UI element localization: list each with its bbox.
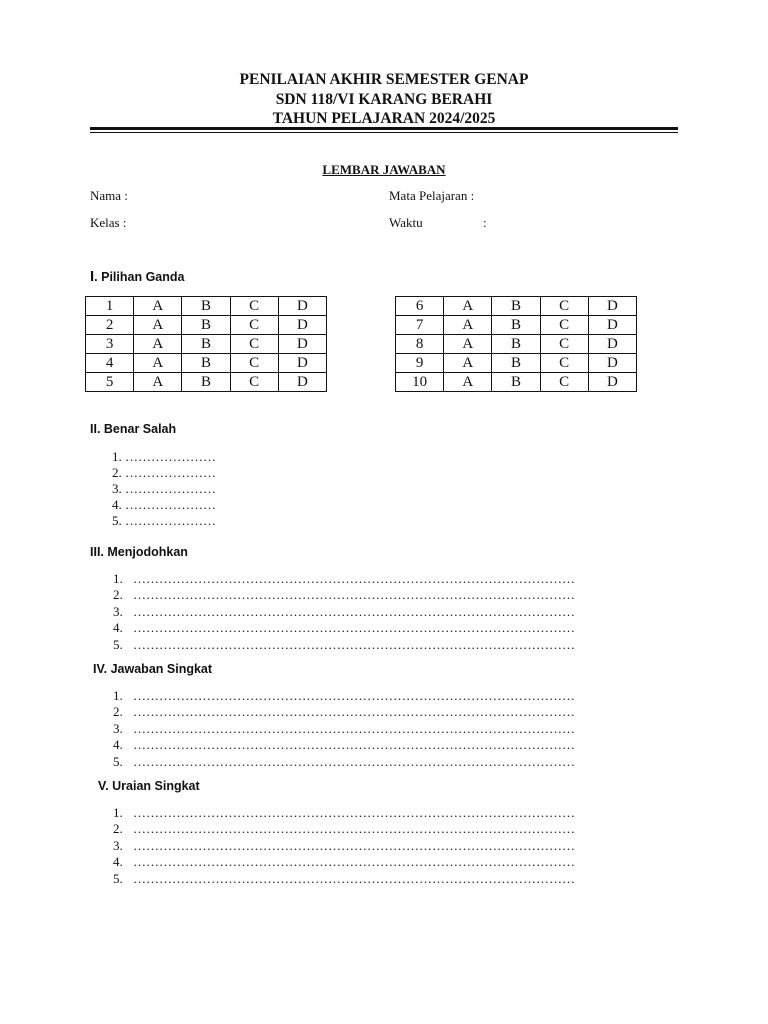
- jawaban-singkat-list: [113, 688, 575, 770]
- answer-line[interactable]: [113, 620, 575, 636]
- mc-option[interactable]: A: [134, 354, 182, 373]
- uraian-singkat-list: [113, 805, 575, 887]
- answer-line[interactable]: [113, 587, 575, 603]
- mc-option[interactable]: C: [230, 297, 278, 316]
- mc-option[interactable]: D: [588, 354, 636, 373]
- mc-option[interactable]: B: [182, 297, 230, 316]
- mc-option[interactable]: B: [492, 354, 540, 373]
- mc-question-number: 10: [396, 373, 444, 392]
- mc-option[interactable]: A: [134, 316, 182, 335]
- mc-option[interactable]: C: [540, 354, 588, 373]
- answer-line[interactable]: [113, 688, 575, 704]
- mc-row: [86, 316, 327, 335]
- answer-number: 3.: [113, 720, 123, 736]
- field-waktu-label: Waktu: [389, 215, 423, 230]
- header-title-line1: PENILAIAN AKHIR SEMESTER GENAP: [239, 71, 529, 88]
- answer-line[interactable]: [113, 721, 575, 737]
- mc-option[interactable]: B: [182, 373, 230, 392]
- mc-option[interactable]: D: [278, 373, 326, 392]
- answer-line[interactable]: [113, 754, 575, 770]
- mc-option[interactable]: C: [230, 335, 278, 354]
- answer-dots: …………………………………………………………………………………………: [133, 704, 575, 720]
- mc-option[interactable]: D: [588, 297, 636, 316]
- answer-number: 3.: [113, 837, 123, 853]
- answer-line[interactable]: 3. …………………: [112, 481, 216, 496]
- answer-number: 3.: [113, 603, 123, 619]
- answer-line[interactable]: [113, 805, 575, 821]
- section-menjodohkan-title: III. Menjodohkan: [90, 545, 188, 559]
- answer-number: 4.: [113, 737, 123, 753]
- mc-question-number: 4: [86, 354, 134, 373]
- answer-dots: …………………………………………………………………………………………: [133, 854, 575, 870]
- mc-option[interactable]: A: [444, 373, 492, 392]
- mc-option[interactable]: D: [588, 335, 636, 354]
- answer-line[interactable]: [113, 854, 575, 870]
- mc-row: [396, 297, 637, 316]
- mc-row: [396, 373, 637, 392]
- answer-dots: …………………………………………………………………………………………: [133, 821, 575, 837]
- mc-option[interactable]: B: [182, 335, 230, 354]
- mc-option[interactable]: B: [492, 335, 540, 354]
- header-rule-thick: [90, 127, 678, 130]
- mc-option[interactable]: A: [134, 335, 182, 354]
- mc-option[interactable]: C: [540, 373, 588, 392]
- answer-dots: …………………………………………………………………………………………: [133, 636, 575, 652]
- mc-option[interactable]: C: [540, 335, 588, 354]
- answer-dots: …………………………………………………………………………………………: [133, 870, 575, 886]
- header-title-line3: TAHUN PELAJARAN 2024/2025: [272, 110, 496, 127]
- mc-option[interactable]: C: [230, 354, 278, 373]
- answer-line[interactable]: [113, 737, 575, 753]
- answer-line[interactable]: 2. …………………: [112, 465, 216, 480]
- mc-option[interactable]: D: [588, 373, 636, 392]
- answer-dots: …………………………………………………………………………………………: [133, 737, 575, 753]
- section-jawaban-singkat-title: IV. Jawaban Singkat: [93, 662, 213, 676]
- answer-line[interactable]: 4. …………………: [112, 497, 216, 512]
- mc-question-number: 9: [396, 354, 444, 373]
- answer-dots: …………………………………………………………………………………………: [133, 603, 575, 619]
- mc-row: [86, 297, 327, 316]
- mc-option[interactable]: D: [588, 316, 636, 335]
- header-rule-thin: [90, 132, 678, 133]
- answer-number: 4.: [113, 854, 123, 870]
- answer-dots: …………………………………………………………………………………………: [133, 587, 575, 603]
- mc-option[interactable]: A: [444, 335, 492, 354]
- answer-number: 1.: [113, 571, 123, 586]
- answer-number: 2.: [113, 704, 123, 720]
- mc-option[interactable]: A: [134, 297, 182, 316]
- mc-row: [86, 354, 327, 373]
- benar-salah-list: [112, 449, 216, 529]
- answer-number: 1.: [113, 805, 123, 820]
- mc-row: [396, 316, 637, 335]
- mc-row: [396, 354, 637, 373]
- mc-option[interactable]: D: [278, 354, 326, 373]
- mc-question-number: 5: [86, 373, 134, 392]
- answer-dots: …………………………………………………………………………………………: [133, 720, 575, 736]
- field-kelas: Kelas :: [90, 215, 127, 230]
- mc-option[interactable]: B: [492, 373, 540, 392]
- answer-dots: …………………………………………………………………………………………: [133, 688, 575, 703]
- mc-question-number: 2: [86, 316, 134, 335]
- mc-option[interactable]: C: [230, 373, 278, 392]
- answer-number: 5.: [113, 753, 123, 769]
- answer-dots: …………………………………………………………………………………………: [133, 805, 575, 820]
- answer-number: 1.: [113, 688, 123, 703]
- answer-line[interactable]: [113, 704, 575, 720]
- answer-dots: …………………………………………………………………………………………: [133, 753, 575, 769]
- field-waktu-colon: :: [483, 215, 487, 230]
- answer-dots: …………………………………………………………………………………………: [133, 620, 575, 636]
- section-uraian-singkat-title: V. Uraian Singkat: [98, 779, 200, 793]
- answer-number: 5.: [113, 870, 123, 886]
- mc-row: [396, 335, 637, 354]
- mc-question-number: 8: [396, 335, 444, 354]
- mc-table-right: [395, 296, 637, 392]
- mc-question-number: 6: [396, 297, 444, 316]
- mc-option[interactable]: B: [182, 316, 230, 335]
- mc-row: [86, 335, 327, 354]
- mc-option[interactable]: C: [540, 316, 588, 335]
- mc-option[interactable]: B: [492, 316, 540, 335]
- mc-question-number: 3: [86, 335, 134, 354]
- answer-line[interactable]: [113, 571, 575, 587]
- mc-option[interactable]: A: [134, 373, 182, 392]
- answer-line[interactable]: [113, 838, 575, 854]
- header-title-line2: SDN 118/VI KARANG BERAHI: [275, 91, 493, 108]
- mc-option[interactable]: C: [540, 297, 588, 316]
- answer-dots: …………………………………………………………………………………………: [133, 571, 575, 586]
- answer-line[interactable]: [113, 871, 575, 887]
- answer-line[interactable]: [113, 821, 575, 837]
- mc-option[interactable]: A: [444, 354, 492, 373]
- page-heading: LEMBAR JAWABAN: [322, 162, 446, 177]
- answer-line[interactable]: [113, 637, 575, 653]
- answer-number: 2.: [113, 587, 123, 603]
- mc-row: [86, 373, 327, 392]
- mc-question-number: 1: [86, 297, 134, 316]
- answer-line[interactable]: [113, 604, 575, 620]
- answer-number: 5.: [113, 636, 123, 652]
- section-benar-salah-title: II. Benar Salah: [90, 422, 177, 436]
- mc-option[interactable]: D: [278, 297, 326, 316]
- field-nama: Nama :: [90, 188, 128, 203]
- mc-option[interactable]: B: [492, 297, 540, 316]
- mc-option[interactable]: A: [444, 297, 492, 316]
- menjodohkan-list: [113, 571, 575, 653]
- field-mata-pelajaran: Mata Pelajaran :: [389, 188, 475, 203]
- answer-number: 4.: [113, 620, 123, 636]
- section-pilihan-ganda-title: I. Pilihan Ganda: [90, 268, 185, 285]
- answer-line[interactable]: 5. …………………: [112, 513, 216, 528]
- mc-option[interactable]: D: [278, 335, 326, 354]
- mc-option[interactable]: C: [230, 316, 278, 335]
- mc-option[interactable]: B: [182, 354, 230, 373]
- answer-line[interactable]: 1. …………………: [112, 449, 216, 464]
- answer-number: 2.: [113, 821, 123, 837]
- mc-question-number: 7: [396, 316, 444, 335]
- mc-table-left: [85, 296, 327, 392]
- mc-option[interactable]: D: [278, 316, 326, 335]
- mc-option[interactable]: A: [444, 316, 492, 335]
- answer-dots: …………………………………………………………………………………………: [133, 837, 575, 853]
